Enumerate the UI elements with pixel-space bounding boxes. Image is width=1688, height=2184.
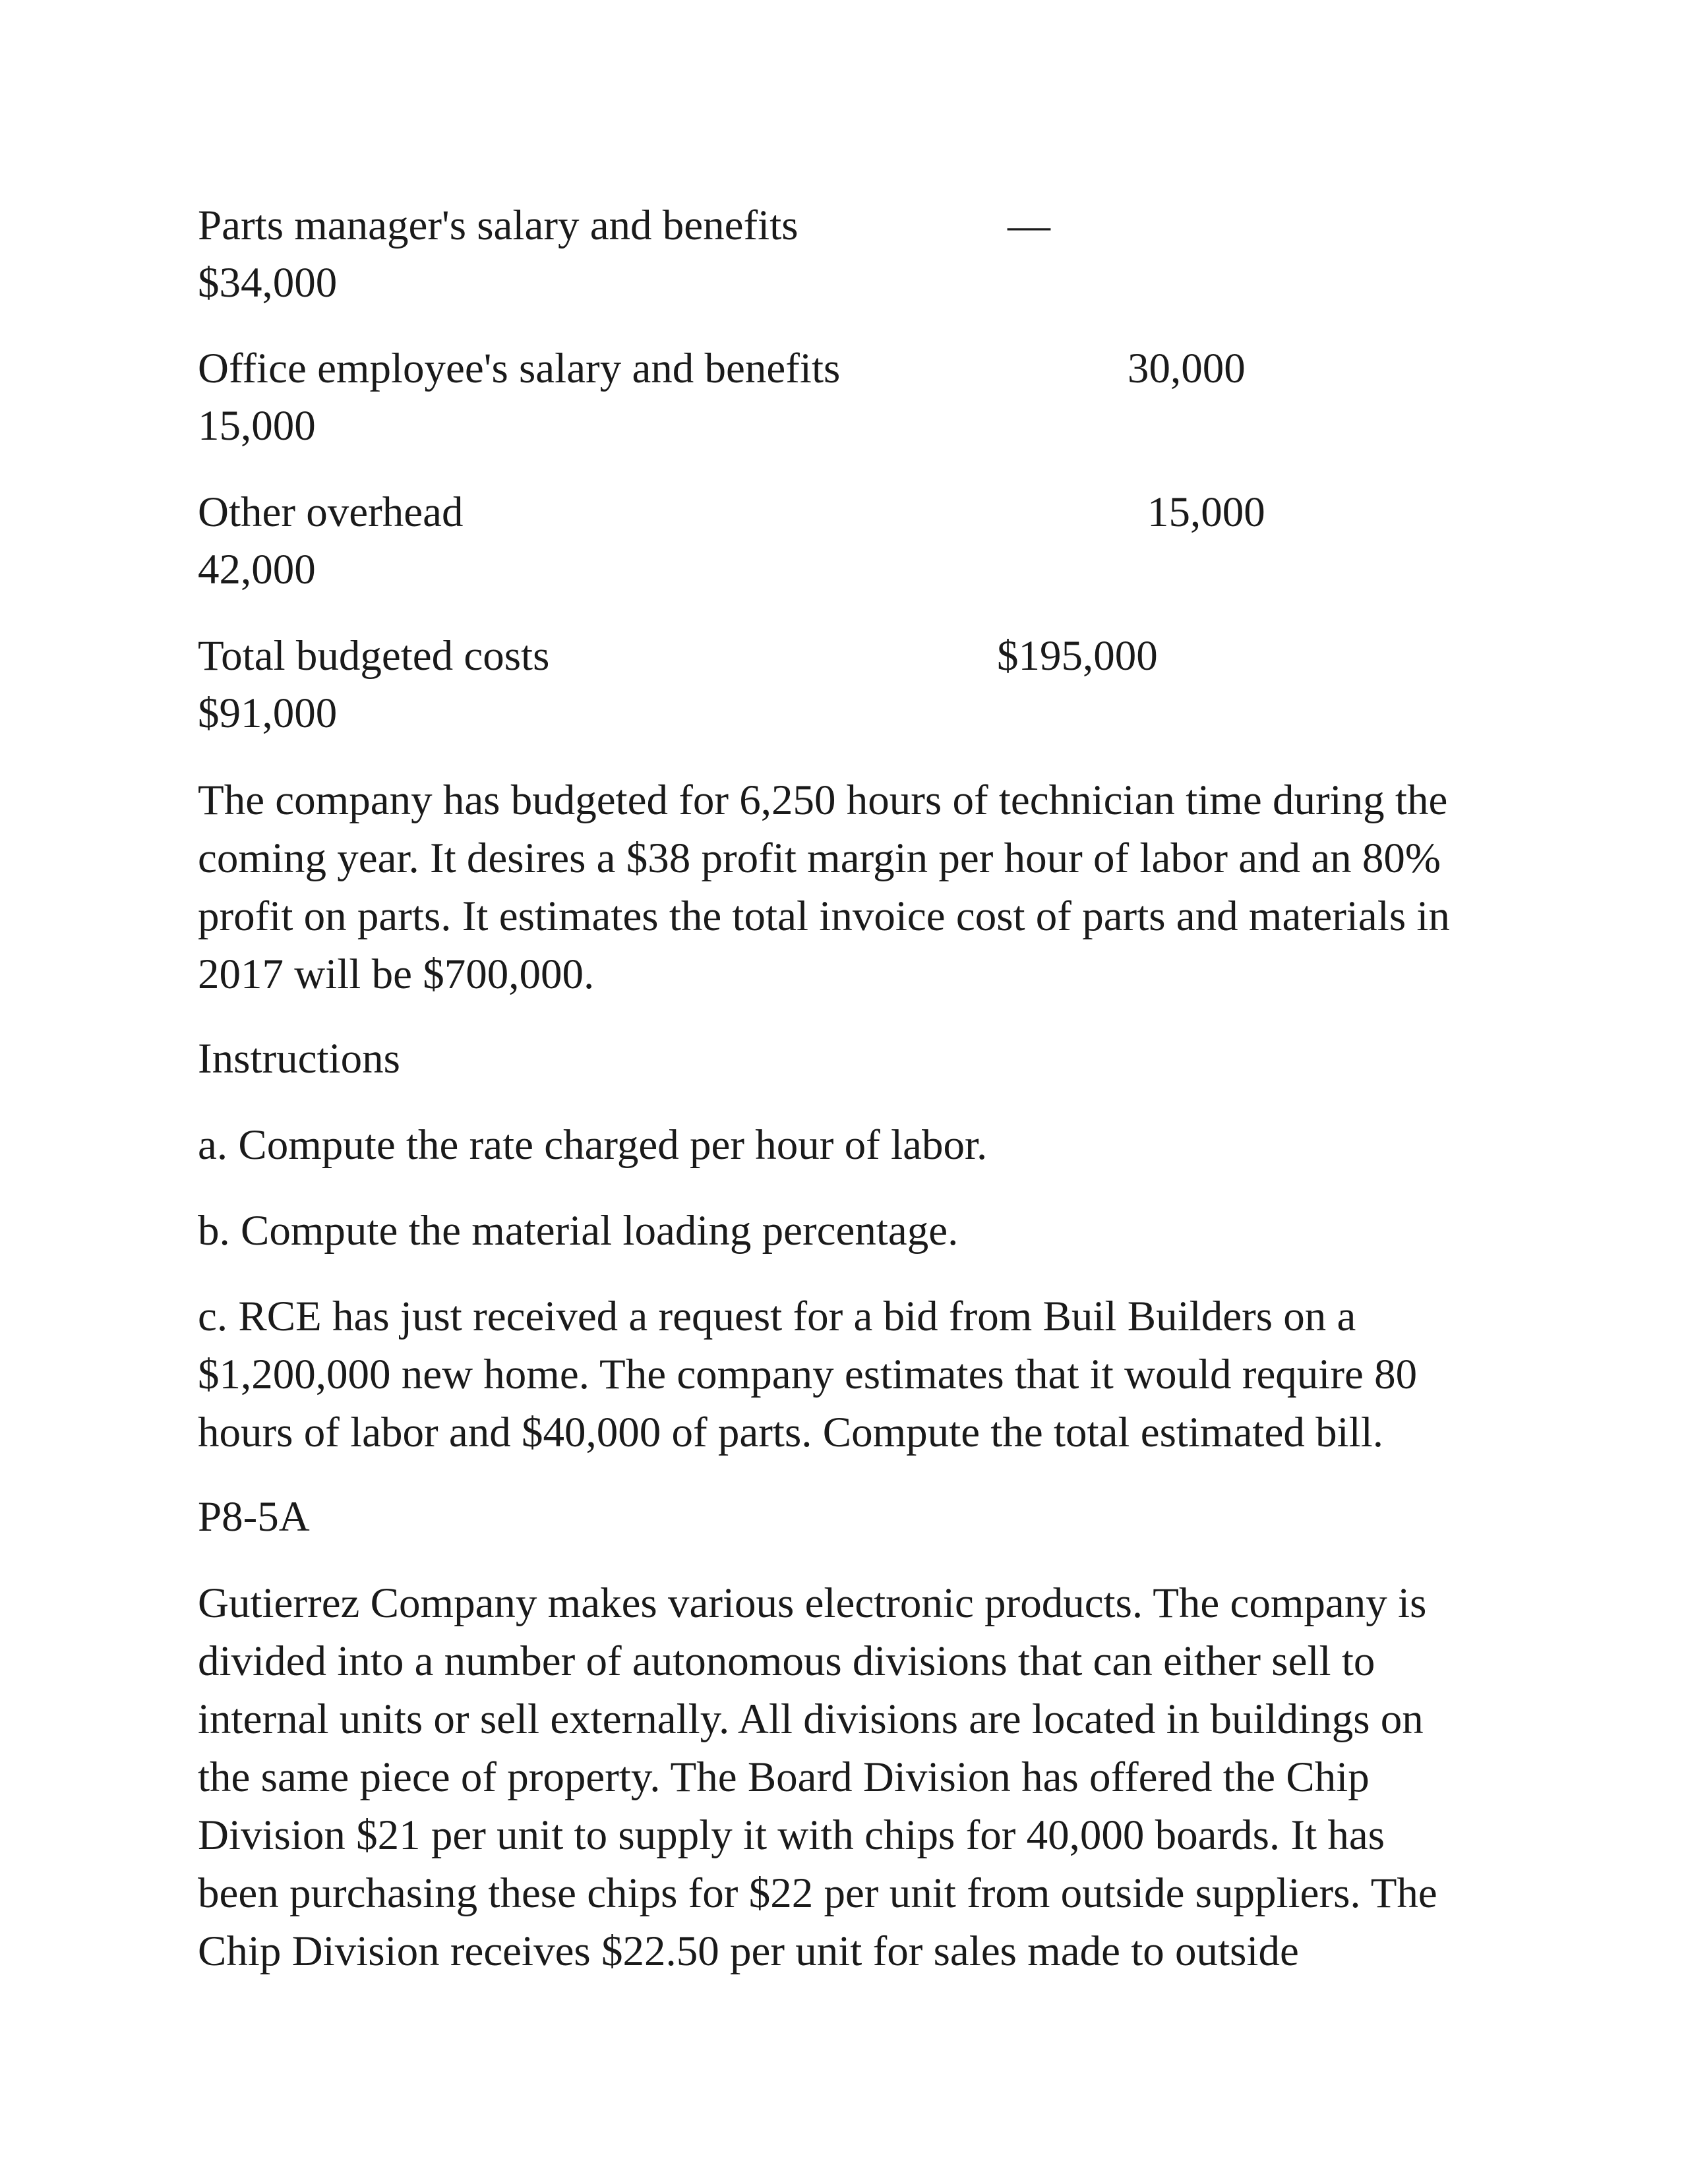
budget-row-value: $34,000 xyxy=(198,259,338,307)
paragraph-line: Gutierrez Company makes various electronic products. The company is xyxy=(198,1579,1427,1627)
instruction-c xyxy=(198,1287,1517,1461)
instruction-b: b. Compute the material loading percentage. xyxy=(198,1207,959,1254)
paragraph-line: internal units or sell externally. All divisions are located in buildings on xyxy=(198,1696,1424,1743)
budget-row-value: 42,000 xyxy=(198,546,316,593)
intro-paragraph xyxy=(198,771,1517,1003)
instruction-a: a. Compute the rate charged per hour of labor. xyxy=(198,1121,988,1169)
budget-row-value: $91,000 xyxy=(198,690,338,737)
paragraph-line: hours of labor and $40,000 of parts. Compute the total estimated bill. xyxy=(198,1409,1384,1456)
problem-id-heading: P8-5A xyxy=(198,1493,310,1541)
budget-row-label: Other overhead xyxy=(198,488,464,536)
paragraph-line: The company has budgeted for 6,250 hours of technician time during the xyxy=(198,777,1448,824)
budget-row-value: — xyxy=(1008,202,1050,249)
paragraph-line: the same piece of property. The Board Division has offered the Chip xyxy=(198,1754,1370,1801)
paragraph-line: 2017 will be $700,000. xyxy=(198,951,595,998)
paragraph-line: coming year. It desires a $38 profit margin per hour of labor and an 80% xyxy=(198,835,1441,882)
budget-row-label: Office employee's salary and benefits xyxy=(198,345,841,392)
instructions-heading: Instructions xyxy=(198,1035,400,1082)
paragraph-line: Division $21 per unit to supply it with chips for 40,000 boards. It has xyxy=(198,1812,1385,1859)
problem-paragraph xyxy=(198,1574,1517,1980)
paragraph-line: divided into a number of autonomous divisions that can either sell to xyxy=(198,1638,1375,1685)
budget-row-label: Parts manager's salary and benefits xyxy=(198,202,799,249)
paragraph-line: $1,200,000 new home. The company estimates that it would require 80 xyxy=(198,1351,1418,1398)
paragraph-line: Chip Division receives $22.50 per unit for sales made to outside xyxy=(198,1928,1299,1975)
budget-row-value: $195,000 xyxy=(997,632,1158,680)
budget-row-value: 30,000 xyxy=(1128,345,1246,392)
paragraph-line: profit on parts. It estimates the total invoice cost of parts and materials in xyxy=(198,893,1450,940)
budget-row-value: 15,000 xyxy=(1147,488,1265,536)
paragraph-line: been purchasing these chips for $22 per unit from outside suppliers. The xyxy=(198,1870,1437,1917)
budget-row-label: Total budgeted costs xyxy=(198,632,550,680)
budget-row-value: 15,000 xyxy=(198,402,316,450)
paragraph-line: c. RCE has just received a request for a bid from Buil Builders on a xyxy=(198,1293,1356,1340)
